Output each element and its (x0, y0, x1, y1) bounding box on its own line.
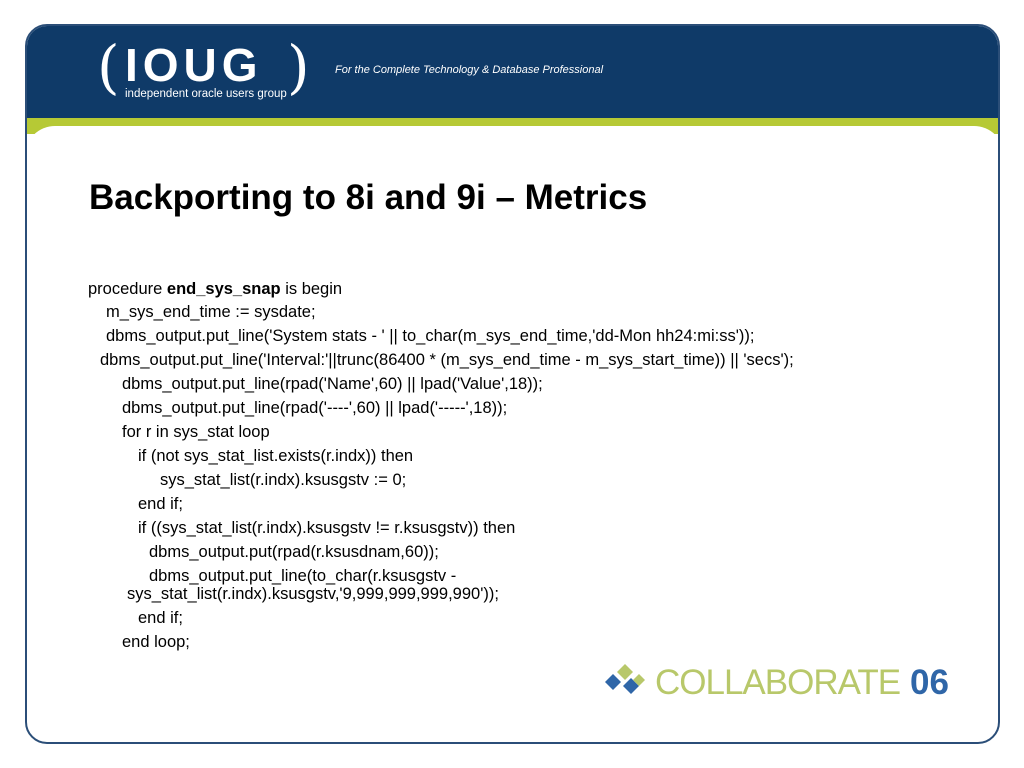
code-line: if ((sys_stat_list(r.indx).ksusgstv != r.ksusgstv)) then (138, 519, 516, 537)
ioug-logo (97, 33, 327, 110)
code-line: m_sys_end_time := sysdate; (106, 303, 316, 321)
code-line: sys_stat_list(r.indx).ksusgstv := 0; (160, 471, 407, 489)
collaborate-logo (595, 658, 965, 708)
logo-subtitle: independent oracle users group (125, 88, 287, 100)
code-line (88, 279, 342, 299)
code-line: dbms_output.put_line('System stats - ' || to_char(m_sys_end_time,'dd-Mon hh24:mi:ss')); (106, 327, 755, 345)
collaborate-word: COLLABORATE (655, 663, 901, 702)
code-line: for r in sys_stat loop (122, 423, 270, 441)
code-line: dbms_output.put_line(to_char(r.ksusgstv - (149, 567, 457, 585)
code-line: dbms_output.put(rpad(r.ksusdnam,60)); (149, 543, 439, 561)
code-line: if (not sys_stat_list.exists(r.indx)) then (138, 447, 414, 465)
header-tagline: For the Complete Technology & Database Professional (335, 64, 604, 76)
code-line: dbms_output.put_line('Interval:'||trunc(86400 * (m_sys_end_time - m_sys_start_time)) || 'secs'); (100, 351, 794, 369)
code-line: dbms_output.put_line(rpad('Name',60) || lpad('Value',18)); (122, 375, 543, 393)
collaborate-number: 06 (910, 663, 949, 702)
code-line: end if; (138, 495, 183, 513)
slide-title: Backporting to 8i and 9i – Metrics (89, 178, 648, 217)
procedure-name: end_sys_snap (166, 280, 281, 298)
logo-bracket-left: ( (97, 33, 120, 101)
code-line: dbms_output.put_line(rpad('----',60) || lpad('-----',18)); (122, 399, 508, 417)
code-text: is begin (280, 280, 343, 298)
code-line: end loop; (122, 633, 190, 651)
logo-bracket-right: ) (287, 33, 310, 101)
logo-wordmark: IOUG (125, 39, 263, 91)
code-line: end if; (138, 609, 183, 627)
slide-frame (25, 24, 1000, 744)
code-line: sys_stat_list(r.indx).ksusgstv,'9,999,999,999,990')); (127, 585, 499, 603)
code-text: procedure (88, 280, 167, 298)
diamond-icon (595, 662, 651, 702)
